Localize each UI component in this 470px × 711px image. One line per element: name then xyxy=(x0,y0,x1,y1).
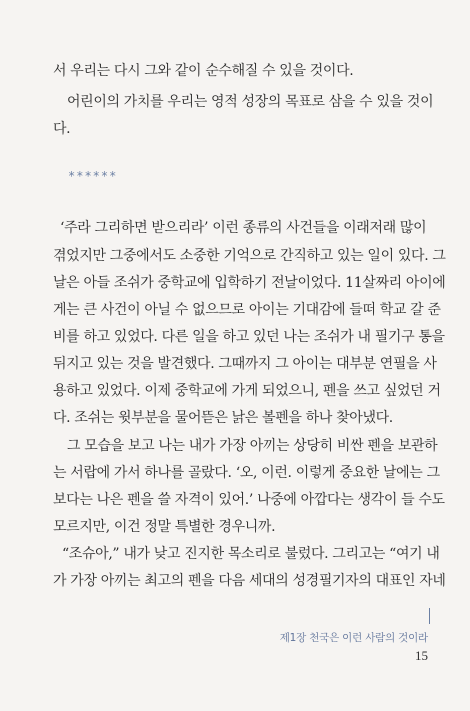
footer-rule xyxy=(429,608,430,624)
page-number: 15 xyxy=(415,648,428,663)
body-line: 그 모습을 보고 나는 내가 가장 아끼는 상당히 비싼 펜을 보관하 xyxy=(67,438,438,454)
body-line: ‘주라 그리하면 받으리라’ 이런 종류의 사건들을 이래저래 많이 xyxy=(60,220,427,236)
body-line: 게는 큰 사건이 아닐 수 없으므로 아이는 기대감에 들떠 학교 갈 준 xyxy=(53,302,441,318)
body-line: 겪었지만 그중에서도 소중한 기억으로 간직하고 있는 일이 있다. 그 xyxy=(53,248,446,264)
body-line: 보다는 나은 펜을 쓸 자격이 있어.’ 나중에 아깝다는 생각이 들 수도 xyxy=(53,492,445,508)
body-line: 뒤지고 있는 것을 발견했다. 그때까지 그 아이는 대부분 연필을 사 xyxy=(53,356,437,372)
body-line: 날은 아들 조쉬가 중학교에 입학하기 전날이었다. 11살짜리 아이에 xyxy=(53,275,446,291)
body-line: 어린이의 가치를 우리는 영적 성장의 목표로 삼을 수 있을 것이 xyxy=(67,94,434,110)
body-line: “조슈아,” 내가 낮고 진지한 목소리로 불렀다. 그리고는 “여기 내 xyxy=(62,546,440,562)
body-line: 모르지만, 이건 정말 특별한 경우니까. xyxy=(53,519,276,535)
section-separator: ****** xyxy=(68,169,118,183)
body-line: 비를 하고 있었다. 다른 일을 하고 있던 나는 조쉬가 내 필기구 통을 xyxy=(53,329,445,345)
body-line: 가 가장 아끼는 최고의 펜을 다음 세대의 성경필기자의 대표인 자네 xyxy=(53,573,446,589)
body-line: 는 서랍에 가서 하나를 골랐다. ‘오, 이런. 이렇게 중요한 날에는 그 xyxy=(53,465,440,481)
body-line: 서 우리는 다시 그와 같이 순수해질 수 있을 것이다. xyxy=(53,63,354,79)
body-line: 다. xyxy=(53,121,71,137)
running-footer-chapter: 제1장 천국은 이런 사람의 것이라 xyxy=(279,632,428,644)
body-line: 다. 조쉬는 윗부분을 물어뜯은 낡은 볼펜을 하나 찾아냈다. xyxy=(53,410,393,426)
body-line: 용하고 있었다. 이제 중학교에 가게 되었으니, 펜을 쓰고 싶었던 거 xyxy=(53,383,441,399)
